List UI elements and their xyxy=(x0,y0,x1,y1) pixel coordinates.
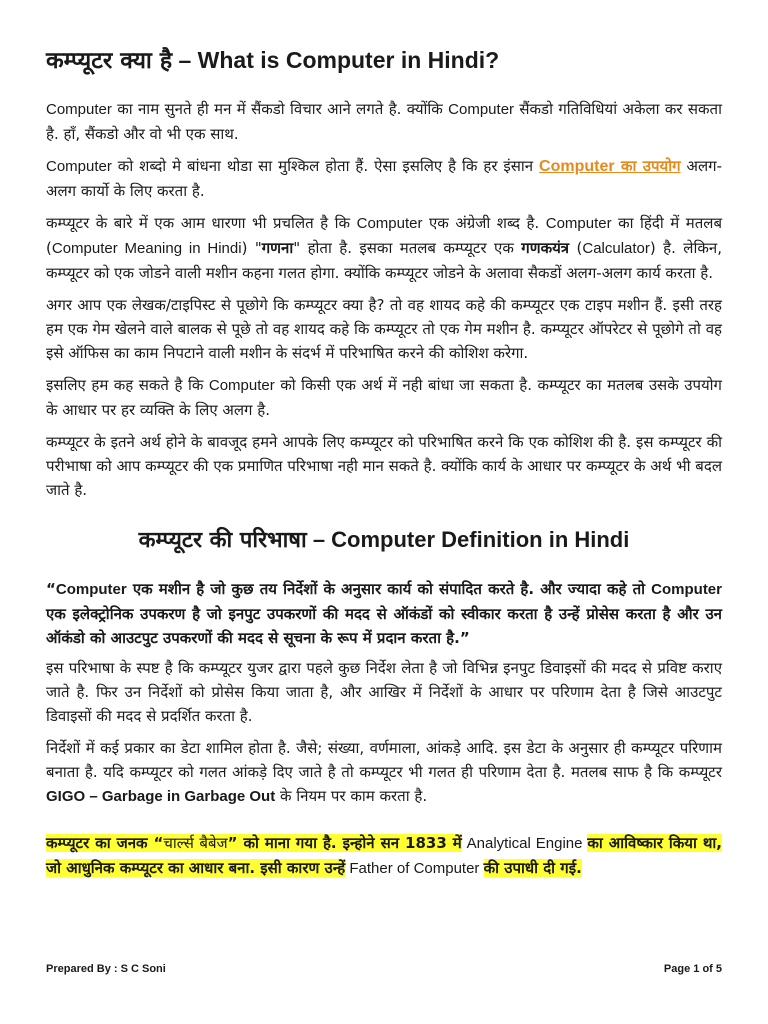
text-run: Analytical Engine xyxy=(461,835,588,852)
text-run: को शब्दो मे बांधना थोडा सा मुश्किल होता हैं. ऐसा इसलिए है कि हर इंसान xyxy=(111,157,540,175)
text-run: के नियम पर काम करता है. xyxy=(275,787,428,805)
paragraph-usage xyxy=(46,154,722,203)
text-run: Computer xyxy=(545,215,612,232)
bold-term-ganakyantra: गणकयंत्र xyxy=(521,239,570,257)
text-run: Calculator xyxy=(582,240,650,257)
text-run: " होता है. इसका मतलब कम्प्यूटर एक xyxy=(293,239,522,257)
text-run: एक इलेक्ट्रोनिक उपकरण है जो इनपुट उपकरणों की मदद से ऑकंडों को स्वीकार करता है उन्हें प्रोसेस करता है और उन ऑकंडो को आउटपुट उपकरणों की मदद से सूचना के रूप में प्रदान करता है. xyxy=(46,605,722,647)
text-run: ” xyxy=(459,629,470,647)
text-run: का हिंदी में मतलब ( xyxy=(46,214,723,257)
text-run: Father of Computer xyxy=(345,860,484,877)
section-heading-english: – Computer Definition in Hindi xyxy=(306,527,630,552)
paragraph-meaning xyxy=(46,211,722,285)
text-run: ) " xyxy=(241,239,262,257)
bold-term-ganana: गणना xyxy=(261,239,294,257)
text-run: का नाम सुनते ही मन में सैंकडो विचार आने लगते है. क्योंकि xyxy=(111,100,449,118)
highlight-run: चार्ल्स बैबेज xyxy=(163,834,228,852)
highlight-run: ” को माना गया है. इन्होने सन 1833 में xyxy=(227,834,462,852)
text-run: Computer xyxy=(356,215,423,232)
section-heading-hindi: कम्प्यूटर की परिभाषा xyxy=(138,528,307,553)
section-heading-definition xyxy=(46,524,722,557)
paragraph-gigo xyxy=(46,736,722,809)
text-run: Computer Meaning in Hindi xyxy=(51,240,242,257)
definition-quote xyxy=(46,577,722,650)
footer-author: Prepared By : S C Soni xyxy=(46,963,166,975)
gigo-term: GIGO – Garbage in Garbage Out xyxy=(46,788,276,805)
paragraph-perspectives: अगर आप एक लेखक/टाइपिस्ट से पूछोगे कि कम्प्यूटर क्या है? तो वह शायद कहे की कम्प्यूटर एक टाइप मशीन हैं. इसी तरह हम एक गेम खेलने वाले बालक से पूछे तो वह शायद कहे कि कम्प्यूटर तो एक गेम मशीन है. कम्प्यूटर ऑपरेटर से पूछोगे तो वह इसे ऑफिस का काम निपटाने वाली मशीन के संदर्भ में परिभाषित करने की कोशिश करेगा. xyxy=(46,296,722,362)
highlighted-note xyxy=(46,831,722,881)
text-run: अलग-अलग कार्यो के लिए करता है. xyxy=(46,157,722,200)
text-run: निर्देशों में कई प्रकार का डेटा शामिल होता है. जैसे; संख्या, वर्णमाला, आंकड़े आदि. इस डेटा के अनुसार ही कम्प्यूटर परिणाम बनाता है. यदि कम्प्यूटर को गलत आंकड़े दिए जाते है तो कम्प्यूटर भी गलत ही परिणाम देता है. मतलब साफ है कि कम्प्यूटर xyxy=(46,739,722,781)
text-run: इसलिए हम कह सकते है कि xyxy=(46,376,209,394)
text-run: Computer xyxy=(55,581,127,598)
paragraph-intro xyxy=(46,97,722,146)
text-run: Computer xyxy=(208,377,275,394)
page-title-hindi: कम्प्यूटर क्या है xyxy=(46,48,173,74)
page-title-english: – What is Computer in Hindi? xyxy=(172,47,500,73)
text-run: Computer xyxy=(46,158,112,175)
highlight-run: का आविष्कार किया था, जो आधुनिक कम्प्यूटर का आधार बना. इसी कारण उन्हें xyxy=(46,834,722,877)
text-run: Computer xyxy=(46,101,112,118)
link-text-english: Computer xyxy=(539,158,615,175)
text-run: कम्प्यूटर के बारे में एक आम धारणा भी प्रचलित है कि xyxy=(46,214,357,232)
computer-usage-link[interactable] xyxy=(539,158,681,175)
footer-page-number: Page 1 of 5 xyxy=(663,963,722,975)
paragraph-explanation: इस परिभाषा के स्पष्ट है कि कम्प्यूटर युजर द्वारा पहले कुछ निर्देश लेता है जो विभिन्न इनपुट डिवाइसों की मदद से प्रविष्ट कराए जाते है. फिर उन निर्देशों को प्रोसेस किया जाता है, और आखिर में निर्देशों के आधार पर परिणाम देता है जिसे आउटपुट डिवाइसों की मदद से प्रदर्शित करता है. xyxy=(46,659,722,725)
text-run: को किसी एक अर्थ में नही बांधा जा सकता है. कम्प्यूटर का मतलब उसके उपयोग के आधार पर हर व्यक्ति के लिए अलग है. xyxy=(46,376,722,419)
text-run: ( xyxy=(569,239,583,257)
text-run: एक मशीन है जो कुछ तय निर्देशों के अनुसार कार्य को संपादित करते है. और ज्यादा कहे तो xyxy=(126,580,652,598)
link-text-hindi: का उपयोग xyxy=(614,157,681,175)
text-run: Computer xyxy=(448,101,515,118)
highlight-run: कम्प्यूटर का जनक “ xyxy=(46,834,164,852)
text-run: सैंकडो गतिविधियां अकेला कर सकता है. हाँ, सैंकडो और वो भी एक साथ. xyxy=(46,100,722,143)
text-run: “ xyxy=(46,580,56,598)
paragraph-conclusion xyxy=(46,373,722,422)
text-run: Computer xyxy=(651,581,722,598)
paragraph-attempt: कम्प्यूटर के इतने अर्थ होने के बावजूद हमने आपके लिए कम्प्यूटर को परिभाषित करने कि एक कोशिश की है. इस कम्प्यूटर की परीभाषा को आप कम्प्यूटर की एक प्रमाणित परिभाषा नही मान सकते है. क्योंकि कार्य के आधार पर कम्प्यूटर के अर्थ भी बदल जाते है. xyxy=(46,433,722,499)
page-title xyxy=(46,44,722,77)
text-run: एक अंग्रेजी शब्द है. xyxy=(422,214,546,232)
highlight-run: की उपाधी दी गई. xyxy=(483,859,582,877)
page-footer xyxy=(46,963,722,975)
text-run: ) है. लेकिन, कम्प्यूटर को एक जोडने वाली मशीन कहना गलत होगा. क्योंकि कम्प्यूटर जोडने के अलावा सैकडों अलग-अलग कार्य करता है. xyxy=(46,239,722,282)
